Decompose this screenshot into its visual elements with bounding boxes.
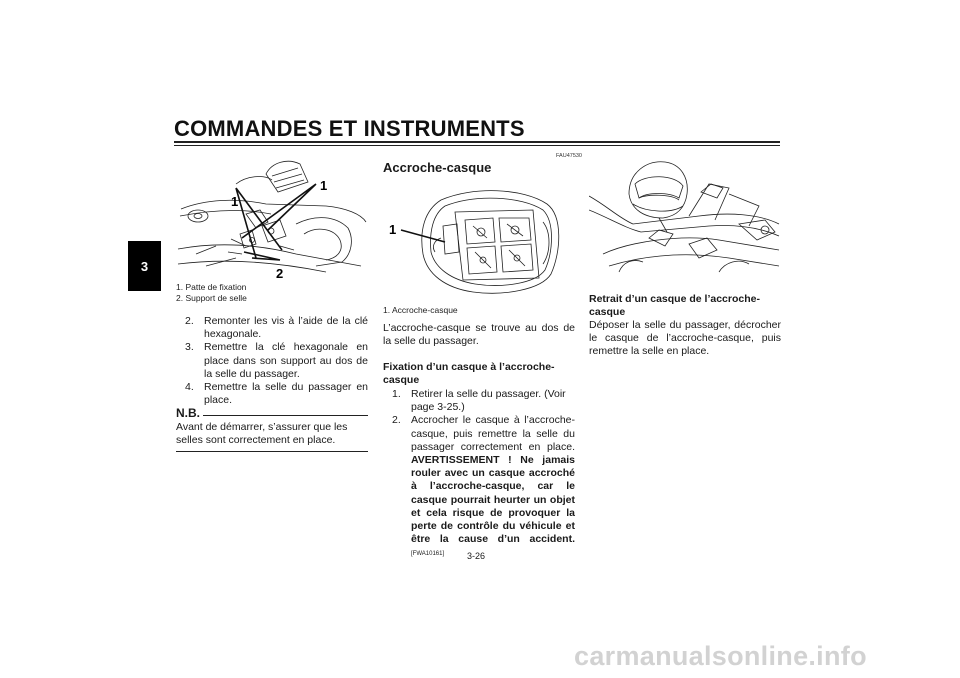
list-item xyxy=(185,341,368,381)
chapter-tab: 3 xyxy=(128,241,161,291)
intro-text: L’accroche-casque se trouve au dos de la selle du passager. xyxy=(383,322,575,348)
list-item xyxy=(392,414,575,561)
step-text: Retirer la selle du passager. (Voir page 3-25.) xyxy=(411,388,566,414)
step-number: 2. xyxy=(392,414,401,427)
step-text: Remettre la selle du passager en place. xyxy=(204,381,368,407)
callout-1: 1 xyxy=(389,222,397,237)
list-item xyxy=(185,381,368,407)
seat-bracket-illustration xyxy=(176,154,368,280)
header-rule xyxy=(174,141,780,143)
callout-1b: 1 xyxy=(231,194,239,209)
step-text: Accrocher le casque à l’accroche-casque, puis remettre la selle du passager correctement en place. xyxy=(411,414,575,453)
figure-caption-1: 1. Patte de fixation xyxy=(176,282,247,292)
footer-watermark: carmanualsonline.info xyxy=(574,641,867,671)
subheading-remove: Retrait d’un casque de l’accroche-casque xyxy=(589,293,760,319)
figure-caption-2: 2. Support de selle xyxy=(176,293,247,303)
step-number: 4. xyxy=(185,381,194,394)
attach-steps xyxy=(392,388,575,562)
list-item xyxy=(185,315,368,341)
warning-text: AVERTISSEMENT ! Ne jamais rouler avec un casque accroché à l’accroche-casque, car le casque pourrait heurter un objet et cela risque de provoquer la perte de contrôle du véhicule et être la cause d’un accident. xyxy=(411,454,575,546)
page-number: 3-26 xyxy=(467,551,486,561)
list-item xyxy=(392,388,575,414)
callout-2: 2 xyxy=(276,266,284,280)
warning-code: [FWA10161] xyxy=(411,551,445,558)
step-text: Remettre la clé hexagonale en place dans son support au dos de la selle du passager. xyxy=(204,341,368,380)
note-rule-bottom xyxy=(176,451,368,452)
step-text: Remonter les vis à l’aide de la clé hexagonale. xyxy=(204,315,368,341)
header-rule-thin xyxy=(174,145,780,146)
helmet-on-bike-illustration xyxy=(589,154,781,282)
figure-caption: 1. Accroche-casque xyxy=(383,305,458,315)
section-code: FAU47530 xyxy=(556,153,582,159)
note-title: N.B. xyxy=(176,406,200,420)
note-rule-top xyxy=(203,415,368,416)
step-number: 3. xyxy=(185,341,194,354)
page-header-title: COMMANDES ET INSTRUMENTS xyxy=(174,116,525,141)
callout-1a: 1 xyxy=(320,178,328,193)
subheading-attach: Fixation d’un casque à l’accroche-casque xyxy=(383,361,555,387)
step-number: 1. xyxy=(392,388,401,400)
note-text: Avant de démarrer, s’assurer que les selles sont correctement en place. xyxy=(176,421,348,447)
reinstall-steps xyxy=(185,315,368,407)
section-title: Accroche-casque xyxy=(383,160,492,175)
step-number: 2. xyxy=(185,315,194,327)
helmet-holder-illustration xyxy=(383,182,575,300)
remove-text: Déposer la selle du passager, décrocher le casque de l’accroche-casque, puis remettre la selle en place. xyxy=(589,319,781,358)
